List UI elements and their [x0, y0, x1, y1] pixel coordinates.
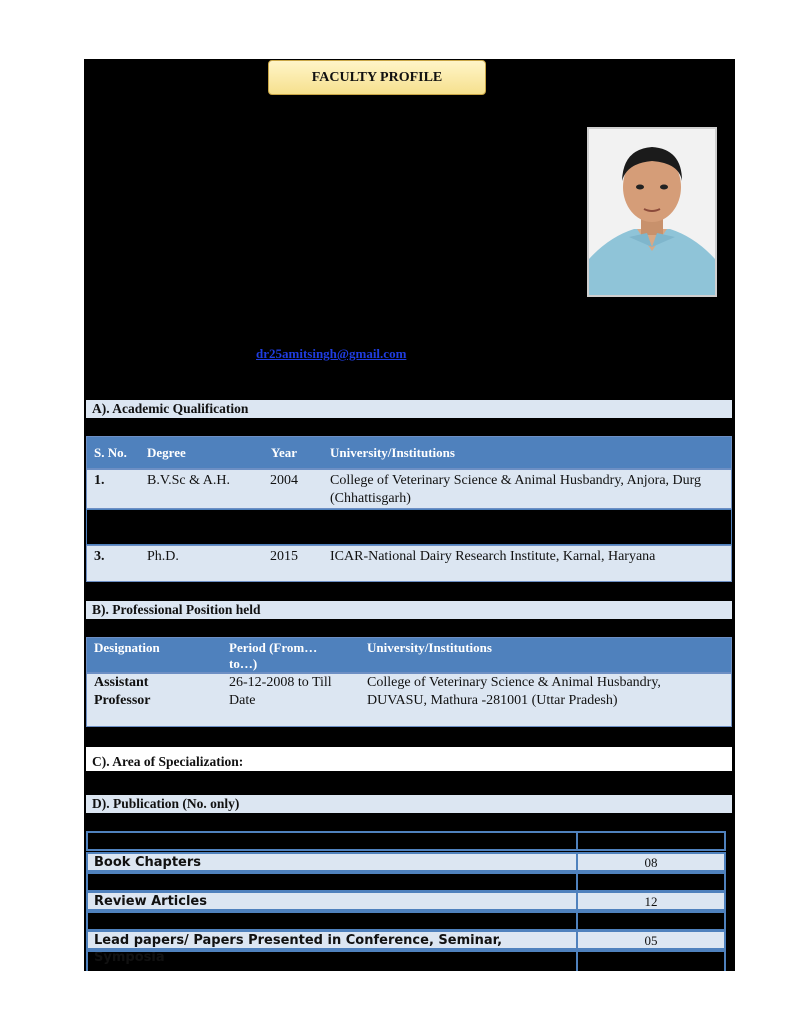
- col-degree: Degree: [147, 445, 186, 460]
- academic-table: [86, 436, 732, 582]
- email-link[interactable]: dr25amitsingh@gmail.com: [256, 346, 407, 361]
- publication-row-empty: [86, 950, 726, 971]
- table-row-empty: [86, 509, 732, 545]
- publication-heading: D). Publication (No. only): [86, 795, 732, 813]
- table-row: 3. Ph.D. 2015 ICAR-National Dairy Research Institute, Karnal, Haryana: [86, 545, 732, 582]
- col-designation: Designation: [94, 640, 160, 655]
- page-title: FACULTY PROFILE: [268, 60, 486, 95]
- publication-row-empty: [86, 872, 726, 892]
- profile-photo: [587, 127, 717, 297]
- publication-row-empty: [86, 831, 726, 851]
- table-row: Assistant Professor 26-12-2008 to Till Date College of Veterinary Science & Animal Husbandry, DUVASU, Mathura -281001 (Uttar Pradesh): [86, 673, 732, 727]
- specialization-heading: C). Area of Specialization:: [86, 747, 732, 771]
- publication-row: Book Chapters 08: [86, 852, 726, 872]
- publication-row: Lead papers/ Papers Presented in Conference, Seminar, Symposia 05: [86, 930, 726, 950]
- publication-row-empty: [86, 911, 726, 931]
- academic-header-row: [86, 436, 732, 469]
- col-period: Period (From…to…): [229, 640, 318, 671]
- professional-table: [86, 637, 732, 727]
- col-sno: S. No.: [94, 445, 127, 460]
- table-row: 1. B.V.Sc & A.H. 2004 College of Veterinary Science & Animal Husbandry, Anjora, Durg (Chhattisgarh): [86, 469, 732, 509]
- publication-row: Review Articles 12: [86, 891, 726, 911]
- professional-heading: B). Professional Position held: [86, 601, 732, 619]
- col-institution: University/Institutions: [367, 640, 492, 655]
- col-year: Year: [271, 445, 297, 460]
- academic-heading: A). Academic Qualification: [86, 400, 732, 418]
- professional-header-row: [86, 637, 732, 673]
- col-institution: University/Institutions: [330, 445, 455, 460]
- profile-page: [84, 59, 735, 971]
